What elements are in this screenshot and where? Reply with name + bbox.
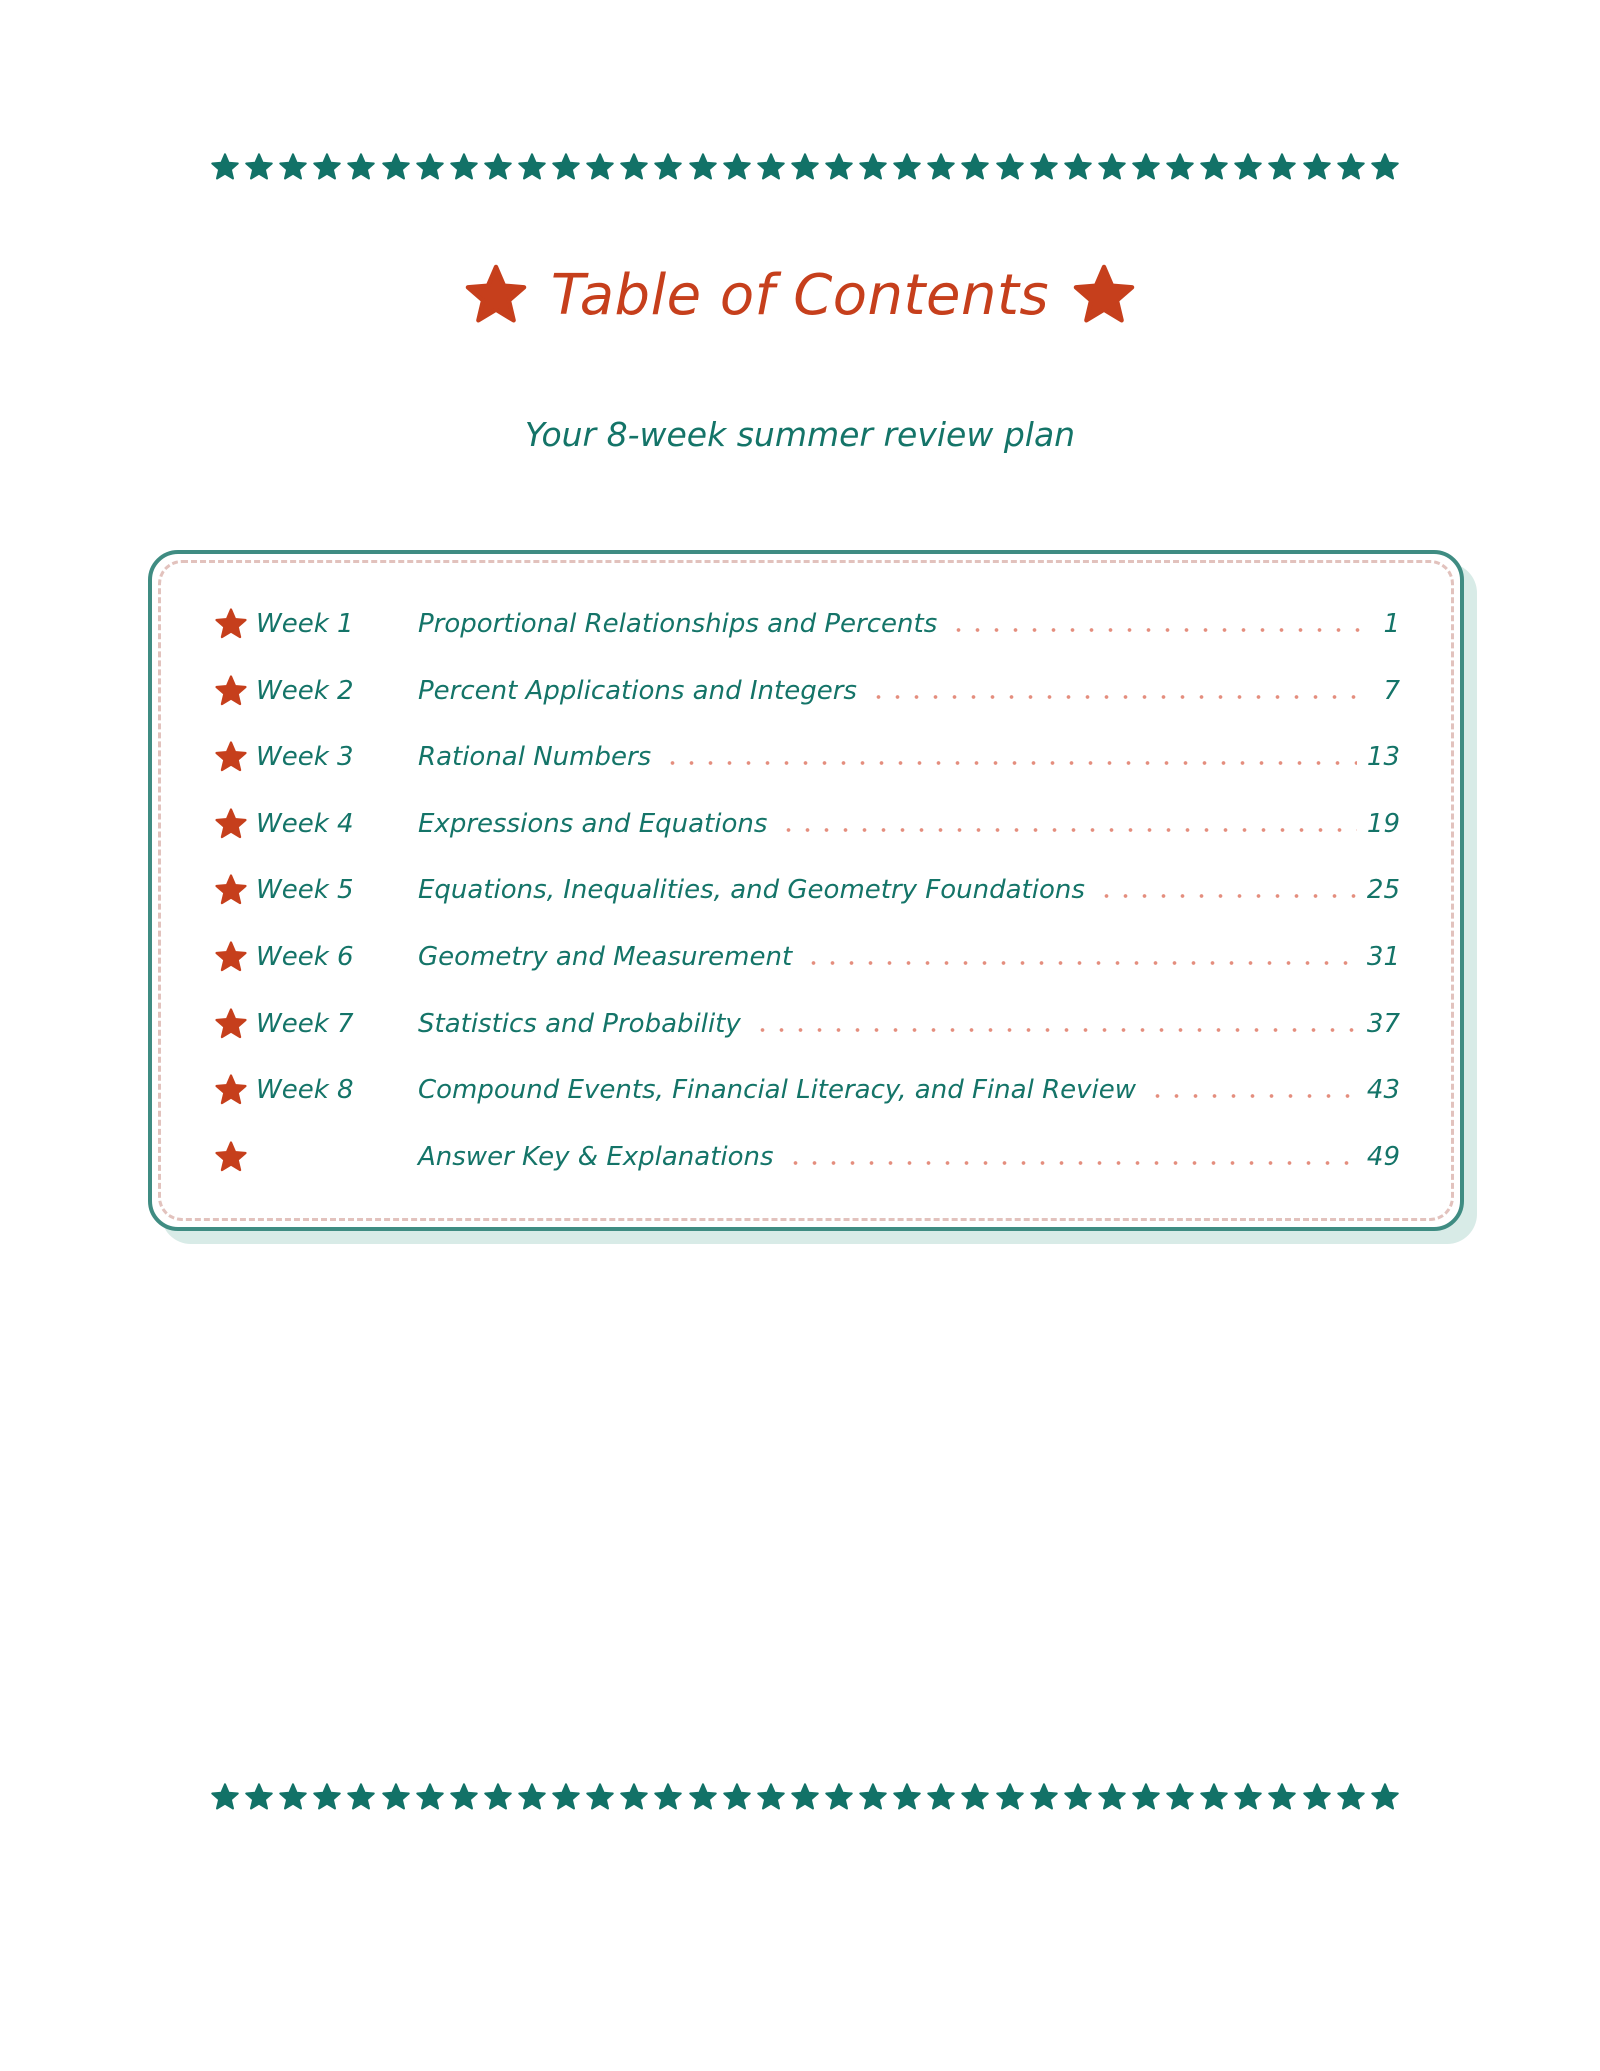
star-icon — [1302, 152, 1332, 182]
star-icon — [551, 152, 581, 182]
star-icon — [1063, 152, 1093, 182]
star-icon — [346, 1782, 376, 1812]
toc-entry-week: Week 5 — [256, 875, 354, 906]
toc-entry-week: Week 2 — [256, 675, 354, 706]
dot-leader — [663, 761, 1357, 765]
star-icon — [381, 1782, 411, 1812]
star-icon — [449, 152, 479, 182]
toc-entry-page-number: 19 — [1366, 808, 1400, 839]
star-icon — [688, 1782, 718, 1812]
toc-entry-page-number: 31 — [1366, 942, 1400, 972]
toc-entry-title: Compound Events, Financial Literacy, and Final Review — [418, 1075, 1136, 1106]
toc-entry[interactable] — [214, 867, 1400, 913]
star-icon — [722, 1782, 752, 1812]
top-star-border — [210, 151, 1400, 183]
star-icon — [960, 1782, 990, 1812]
toc-entry-page-number: 43 — [1366, 1075, 1400, 1106]
star-icon — [278, 1782, 308, 1812]
star-icon — [312, 152, 342, 182]
star-icon — [1267, 1782, 1297, 1812]
toc-entry[interactable] — [214, 1134, 1400, 1180]
star-icon — [312, 1782, 342, 1812]
star-icon — [214, 940, 256, 974]
star-icon — [244, 152, 274, 182]
star-icon — [1199, 1782, 1229, 1812]
star-icon — [551, 1782, 581, 1812]
dot-leader — [949, 628, 1362, 632]
toc-entry-title: Answer Key & Explanations — [418, 1141, 774, 1172]
star-icon — [1131, 152, 1161, 182]
toc-entry-title: Geometry and Measurement — [418, 942, 793, 972]
toc-entry-page-number: 49 — [1366, 1141, 1400, 1172]
star-icon — [483, 1782, 513, 1812]
toc-entry-week: Week 8 — [256, 1075, 354, 1106]
page-subtitle: Your 8-week summer review plan — [524, 415, 1076, 454]
star-icon — [858, 152, 888, 182]
toc-entry-page-number: 1 — [1383, 609, 1400, 639]
star-icon — [756, 152, 786, 182]
star-icon — [463, 262, 529, 328]
star-icon — [960, 152, 990, 182]
star-icon — [1029, 152, 1059, 182]
toc-entry-title: Rational Numbers — [418, 742, 652, 773]
star-icon — [1302, 1782, 1332, 1812]
star-icon — [619, 152, 649, 182]
bottom-star-border — [210, 1781, 1400, 1813]
star-icon — [892, 152, 922, 182]
star-icon — [926, 1782, 956, 1812]
star-icon — [858, 1782, 888, 1812]
star-icon — [381, 152, 411, 182]
dot-leader — [869, 695, 1362, 699]
star-icon — [1071, 262, 1137, 328]
star-icon — [824, 1782, 854, 1812]
toc-entry[interactable] — [214, 668, 1400, 714]
toc-entry[interactable] — [214, 1001, 1400, 1047]
toc-entry[interactable] — [214, 601, 1400, 647]
dot-leader — [804, 961, 1357, 965]
star-icon — [1165, 1782, 1195, 1812]
star-icon — [653, 152, 683, 182]
toc-entry-week: Week 1 — [256, 609, 354, 639]
star-icon — [1370, 1782, 1400, 1812]
toc-entry-title: Percent Applications and Integers — [418, 675, 857, 706]
star-icon — [619, 1782, 649, 1812]
star-icon — [824, 152, 854, 182]
star-icon — [1267, 152, 1297, 182]
star-icon — [995, 152, 1025, 182]
toc-entry[interactable] — [214, 1067, 1400, 1113]
star-icon — [483, 152, 513, 182]
toc-entry[interactable] — [214, 734, 1400, 780]
star-icon — [244, 1782, 274, 1812]
star-icon — [722, 152, 752, 182]
star-icon — [1029, 1782, 1059, 1812]
star-icon — [210, 152, 240, 182]
star-icon — [214, 607, 256, 641]
toc-entry-page-number: 7 — [1383, 675, 1400, 706]
star-icon — [214, 1007, 256, 1041]
star-icon — [517, 152, 547, 182]
star-icon — [1370, 152, 1400, 182]
star-icon — [449, 1782, 479, 1812]
page-title: Table of Contents — [550, 262, 1050, 328]
dot-leader — [779, 828, 1357, 832]
toc-entry-week: Week 3 — [256, 742, 354, 773]
star-icon — [415, 1782, 445, 1812]
toc-entry-page-number: 37 — [1366, 1008, 1400, 1039]
star-icon — [1336, 152, 1366, 182]
star-icon — [214, 1140, 256, 1174]
star-icon — [585, 1782, 615, 1812]
toc-entry-title: Proportional Relationships and Percents — [418, 609, 938, 639]
star-icon — [790, 1782, 820, 1812]
star-icon — [1336, 1782, 1366, 1812]
star-icon — [214, 873, 256, 907]
star-icon — [790, 152, 820, 182]
star-icon — [585, 152, 615, 182]
toc-entry-week: Week 7 — [256, 1008, 354, 1039]
star-icon — [346, 152, 376, 182]
star-icon — [1233, 152, 1263, 182]
toc-entry[interactable] — [214, 801, 1400, 847]
dot-leader — [753, 1028, 1357, 1032]
star-icon — [653, 1782, 683, 1812]
star-icon — [1233, 1782, 1263, 1812]
star-icon — [1097, 152, 1127, 182]
toc-entry-page-number: 25 — [1366, 875, 1400, 906]
toc-entry[interactable] — [214, 934, 1400, 980]
dot-leader — [786, 1161, 1357, 1165]
star-icon — [278, 152, 308, 182]
star-icon — [995, 1782, 1025, 1812]
title-block — [0, 262, 1600, 328]
star-icon — [214, 807, 256, 841]
star-icon — [1097, 1782, 1127, 1812]
toc-entry-title: Expressions and Equations — [418, 808, 768, 839]
dot-leader — [1148, 1094, 1357, 1098]
star-icon — [214, 740, 256, 774]
star-icon — [926, 152, 956, 182]
star-icon — [892, 1782, 922, 1812]
toc-entry-week: Week 6 — [256, 942, 354, 972]
star-icon — [688, 152, 718, 182]
star-icon — [415, 152, 445, 182]
toc-entry-week: Week 4 — [256, 808, 354, 839]
toc-entry-page-number: 13 — [1366, 742, 1400, 773]
star-icon — [214, 674, 256, 708]
star-icon — [517, 1782, 547, 1812]
star-icon — [1199, 152, 1229, 182]
star-icon — [214, 1073, 256, 1107]
star-icon — [210, 1782, 240, 1812]
star-icon — [1131, 1782, 1161, 1812]
toc-entry-title: Statistics and Probability — [418, 1008, 741, 1039]
toc-entry-title: Equations, Inequalities, and Geometry Foundations — [418, 875, 1085, 906]
star-icon — [1063, 1782, 1093, 1812]
dot-leader — [1097, 894, 1357, 898]
star-icon — [1165, 152, 1195, 182]
star-icon — [756, 1782, 786, 1812]
